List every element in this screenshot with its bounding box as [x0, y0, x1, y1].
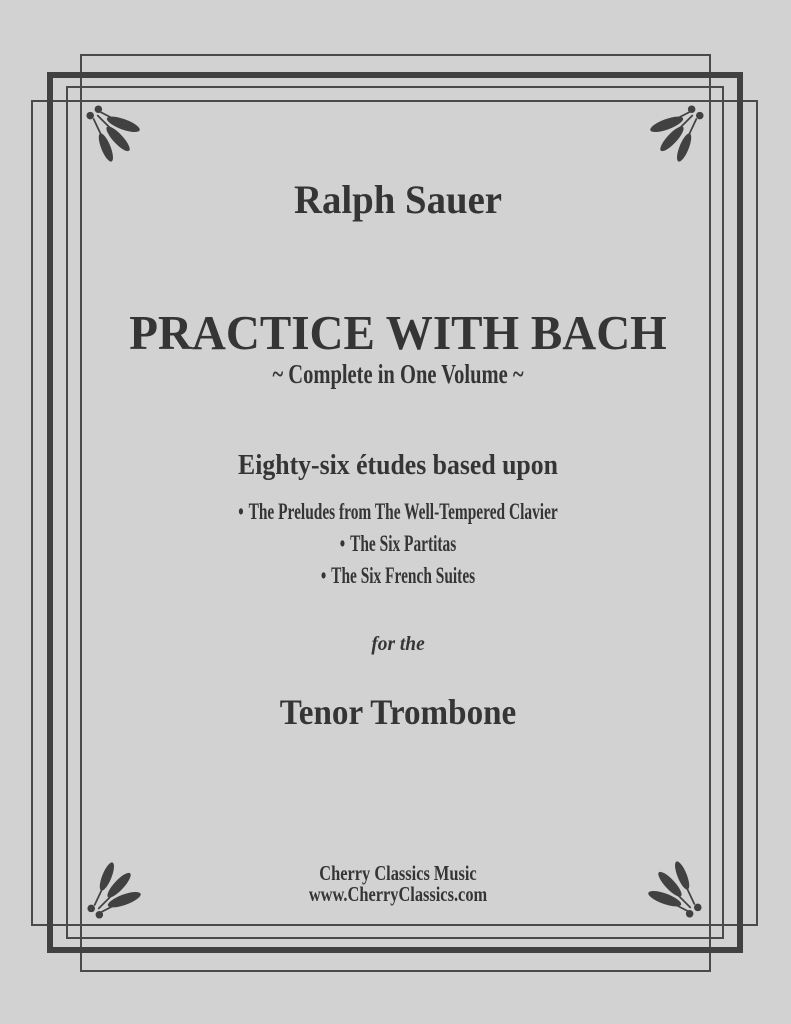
source-item-french-suites	[135, 564, 662, 587]
instrument-title: Tenor Trombone	[279, 692, 517, 732]
bullet-icon: •	[238, 499, 244, 524]
source-label: The Preludes from The Well-Tempered Clavier	[248, 499, 558, 524]
source-label: The Six Partitas	[350, 531, 457, 556]
publisher-name: Cherry Classics Music	[319, 861, 477, 885]
publisher-website: www.CherryClassics.com	[308, 882, 488, 906]
etudes-heading: Eighty-six études based upon	[238, 450, 558, 481]
author-name: Ralph Sauer	[293, 177, 503, 222]
leaf-spray-icon	[85, 104, 143, 162]
leaf-spray-icon	[647, 104, 705, 162]
bullet-icon: •	[339, 531, 346, 556]
work-title: PRACTICE WITH BACH	[129, 305, 667, 360]
corner-ornament-top-left	[85, 104, 143, 162]
volume-subtitle: ~ Complete in One Volume ~	[272, 359, 524, 389]
dedication-text: for the	[371, 633, 425, 655]
corner-ornament-top-right	[647, 104, 705, 162]
source-item-preludes	[135, 500, 662, 523]
source-label: The Six French Suites	[331, 563, 476, 588]
source-item-partitas	[135, 532, 662, 555]
bullet-icon: •	[320, 563, 327, 588]
